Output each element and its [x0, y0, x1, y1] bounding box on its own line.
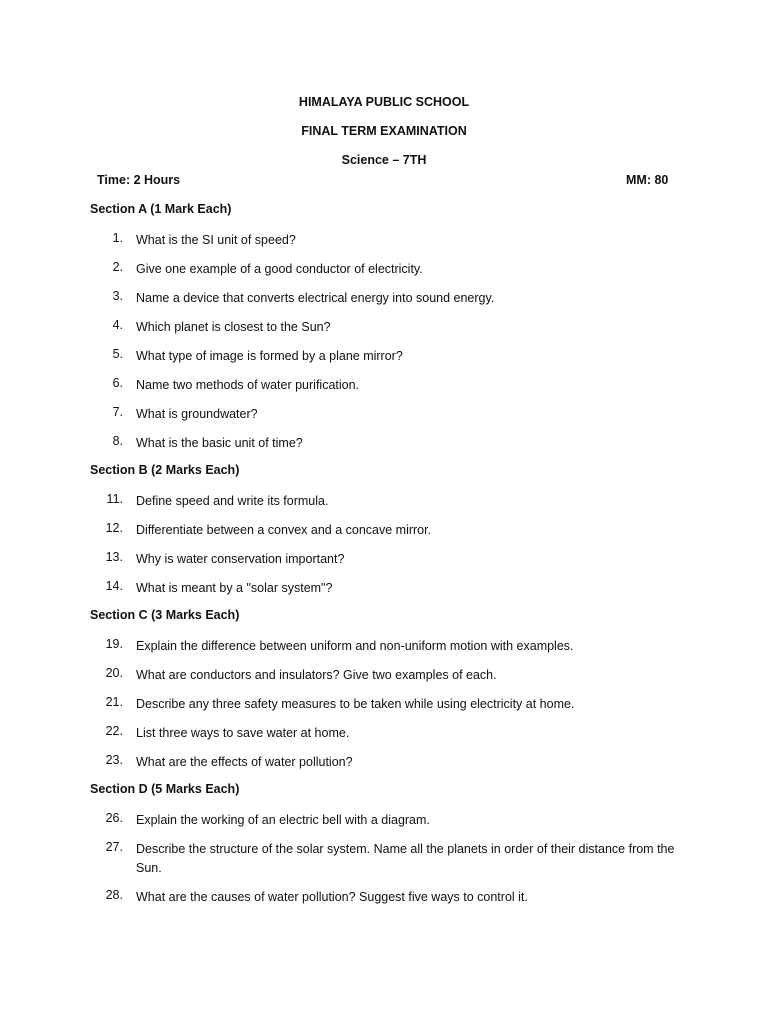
question-text: Define speed and write its formula. — [136, 494, 329, 508]
question-text: Explain the difference between uniform and non-uniform motion with examples. — [136, 639, 574, 653]
question-number: 2. — [112, 260, 123, 274]
section-heading: Section C (3 Marks Each) — [90, 608, 240, 622]
question-text: Give one example of a good conductor of electricity. — [136, 262, 423, 276]
question-text: Describe any three safety measures to be taken while using electricity at home. — [136, 697, 575, 711]
question-number: 11. — [106, 492, 123, 506]
question-text: What is meant by a "solar system"? — [136, 581, 333, 595]
school-name: HIMALAYA PUBLIC SCHOOL — [298, 95, 470, 109]
question-text: What are conductors and insulators? Give two examples of each. — [136, 668, 497, 682]
question-number: 1. — [112, 231, 123, 245]
question-text: Name a device that converts electrical energy into sound energy. — [136, 291, 495, 305]
exam-title: FINAL TERM EXAMINATION — [301, 124, 467, 138]
question-number: 12. — [105, 521, 123, 535]
section-heading: Section B (2 Marks Each) — [90, 463, 240, 477]
question-text: Why is water conservation important? — [136, 552, 345, 566]
question-number: 4. — [112, 318, 123, 332]
question-text: What is groundwater? — [136, 407, 258, 421]
question-number: 6. — [112, 376, 123, 390]
max-marks: MM: 80 — [626, 173, 669, 187]
question-number: 23. — [105, 753, 123, 767]
question-text: What are the causes of water pollution? Suggest five ways to control it. — [136, 890, 528, 904]
question-number: 27. — [105, 840, 123, 854]
question-text: Describe the structure of the solar system. Name all the planets in order of their distance from the Sun. — [136, 842, 675, 875]
question-text: List three ways to save water at home. — [136, 726, 350, 740]
question-number: 3. — [112, 289, 123, 303]
question-number: 7. — [112, 405, 123, 419]
section-heading: Section A (1 Mark Each) — [90, 202, 232, 216]
question-text: Name two methods of water purification. — [136, 378, 360, 392]
question-text: What is the SI unit of speed? — [136, 233, 296, 247]
question-number: 19. — [105, 637, 123, 651]
question-text: What is the basic unit of time? — [136, 436, 303, 450]
question-number: 21. — [105, 695, 123, 709]
subject-title: Science – 7TH — [341, 153, 427, 167]
question-text: Which planet is closest to the Sun? — [136, 320, 331, 334]
question-number: 26. — [105, 811, 123, 825]
question-text: What type of image is formed by a plane mirror? — [136, 349, 403, 363]
question-number: 5. — [112, 347, 123, 361]
question-number: 28. — [105, 888, 123, 902]
question-text: What are the effects of water pollution? — [136, 755, 353, 769]
question-number: 8. — [112, 434, 123, 448]
question-text: Differentiate between a convex and a concave mirror. — [136, 523, 432, 537]
question-number: 20. — [105, 666, 123, 680]
section-heading: Section D (5 Marks Each) — [90, 782, 240, 796]
time-allowed: Time: 2 Hours — [97, 173, 181, 187]
question-number: 22. — [105, 724, 123, 738]
question-number: 13. — [105, 550, 123, 564]
question-text: Explain the working of an electric bell with a diagram. — [136, 813, 430, 827]
question-number: 14. — [105, 579, 123, 593]
